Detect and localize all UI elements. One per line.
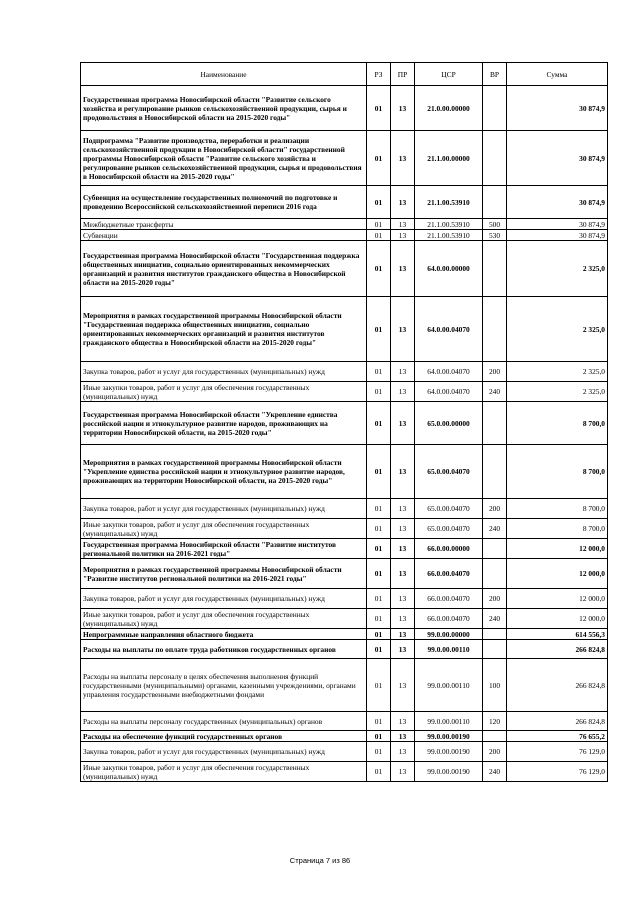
row-rz-cell: 01 bbox=[367, 519, 391, 539]
row-pr-cell: 13 bbox=[391, 230, 415, 241]
row-csr-cell: 64.0.00.04070 bbox=[415, 297, 483, 362]
header-sum: Сумма bbox=[507, 63, 608, 86]
row-name-cell: Государственная программа Новосибирской области "Государственная поддержка общественных инициатив, социально ориентированных некоммерческих организаций и развития институтов гражданского общества в Новосибирской области на 2015-2020 годы" bbox=[81, 241, 367, 297]
row-name-cell: Субвенция на осуществление государственных полномочий по подготовке и проведению Всероссийской сельскохозяйственной переписи 2016 года bbox=[81, 186, 367, 219]
row-csr-cell: 99.0.00.00190 bbox=[415, 742, 483, 762]
row-csr-cell: 21.1.00.00000 bbox=[415, 131, 483, 186]
table-row bbox=[81, 499, 608, 519]
row-pr-cell: 13 bbox=[391, 297, 415, 362]
row-pr-cell: 13 bbox=[391, 241, 415, 297]
row-rz-cell: 01 bbox=[367, 742, 391, 762]
row-rz-cell: 01 bbox=[367, 402, 391, 445]
row-sum-cell: 2 325,0 bbox=[507, 362, 608, 382]
row-rz-cell: 01 bbox=[367, 659, 391, 712]
row-rz-cell: 01 bbox=[367, 241, 391, 297]
row-name-cell: Мероприятия в рамках государственной программы Новосибирской области "Государственная поддержка общественных инициатив, социально ориентированных некоммерческих организаций и развития институтов гражданского общества в Новосибирской области на 2015-2020 годы" bbox=[81, 297, 367, 362]
row-rz-cell: 01 bbox=[367, 499, 391, 519]
row-vr-cell: 240 bbox=[483, 609, 507, 629]
row-vr-cell bbox=[483, 629, 507, 640]
row-rz-cell: 01 bbox=[367, 362, 391, 382]
row-name-cell: Государственная программа Новосибирской области "Развитие сельского хозяйства и регулирование рынков сельскохозяйственной продукции, сырья и продовольствия в Новосибирской области на 2015-2020 годы" bbox=[81, 86, 367, 131]
row-csr-cell: 21.0.00.00000 bbox=[415, 86, 483, 131]
row-name-cell: Расходы на выплаты по оплате труда работников государственных органов bbox=[81, 640, 367, 659]
row-name-cell: Непрограммные направления областного бюджета bbox=[81, 629, 367, 640]
table-row bbox=[81, 445, 608, 499]
row-sum-cell: 30 874,9 bbox=[507, 219, 608, 230]
row-vr-cell: 200 bbox=[483, 589, 507, 609]
row-name-cell: Закупка товаров, работ и услуг для государственных (муниципальных) нужд bbox=[81, 589, 367, 609]
table-row bbox=[81, 241, 608, 297]
row-csr-cell: 65.0.00.04070 bbox=[415, 445, 483, 499]
row-vr-cell: 530 bbox=[483, 230, 507, 241]
row-vr-cell: 120 bbox=[483, 712, 507, 731]
row-rz-cell: 01 bbox=[367, 230, 391, 241]
table-row bbox=[81, 742, 608, 762]
row-csr-cell: 99.0.00.00110 bbox=[415, 659, 483, 712]
row-rz-cell: 01 bbox=[367, 131, 391, 186]
row-pr-cell: 13 bbox=[391, 362, 415, 382]
row-rz-cell: 01 bbox=[367, 186, 391, 219]
row-name-cell: Государственная программа Новосибирской области "Развитие институтов региональной политики на 2016-2021 годы" bbox=[81, 539, 367, 559]
row-csr-cell: 99.0.00.00110 bbox=[415, 640, 483, 659]
row-pr-cell: 13 bbox=[391, 731, 415, 742]
row-csr-cell: 66.0.00.04070 bbox=[415, 559, 483, 589]
row-name-cell: Иные закупки товаров, работ и услуг для обеспечения государственных (муниципальных) нужд bbox=[81, 762, 367, 782]
table-row bbox=[81, 186, 608, 219]
row-csr-cell: 66.0.00.04070 bbox=[415, 609, 483, 629]
table-header-row bbox=[81, 63, 608, 86]
row-name-cell: Расходы на выплаты персоналу в целях обеспечения выполнения функций государственными (муниципальными) органами, казенными учреждениями, органами управления государственными внебюджетными фондами bbox=[81, 659, 367, 712]
row-sum-cell: 266 824,8 bbox=[507, 640, 608, 659]
row-rz-cell: 01 bbox=[367, 609, 391, 629]
row-pr-cell: 13 bbox=[391, 402, 415, 445]
row-sum-cell: 8 700,0 bbox=[507, 445, 608, 499]
row-csr-cell: 21.1.00.53910 bbox=[415, 219, 483, 230]
row-pr-cell: 13 bbox=[391, 131, 415, 186]
row-csr-cell: 66.0.00.04070 bbox=[415, 589, 483, 609]
table-row bbox=[81, 712, 608, 731]
row-rz-cell: 01 bbox=[367, 297, 391, 362]
row-pr-cell: 13 bbox=[391, 186, 415, 219]
row-csr-cell: 64.0.00.04070 bbox=[415, 382, 483, 402]
row-vr-cell bbox=[483, 86, 507, 131]
row-sum-cell: 12 000,0 bbox=[507, 559, 608, 589]
row-pr-cell: 13 bbox=[391, 762, 415, 782]
row-csr-cell: 65.0.00.00000 bbox=[415, 402, 483, 445]
table-row bbox=[81, 362, 608, 382]
row-csr-cell: 21.1.00.53910 bbox=[415, 186, 483, 219]
header-rz: РЗ bbox=[367, 63, 391, 86]
row-vr-cell: 240 bbox=[483, 762, 507, 782]
table-row bbox=[81, 640, 608, 659]
row-rz-cell: 01 bbox=[367, 731, 391, 742]
row-csr-cell: 64.0.00.04070 bbox=[415, 362, 483, 382]
row-pr-cell: 13 bbox=[391, 659, 415, 712]
header-pr: ПР bbox=[391, 63, 415, 86]
row-pr-cell: 13 bbox=[391, 559, 415, 589]
row-sum-cell: 30 874,9 bbox=[507, 86, 608, 131]
row-vr-cell bbox=[483, 539, 507, 559]
row-name-cell: Закупка товаров, работ и услуг для государственных (муниципальных) нужд bbox=[81, 362, 367, 382]
row-sum-cell: 12 000,0 bbox=[507, 539, 608, 559]
table-row bbox=[81, 762, 608, 782]
table-row bbox=[81, 609, 608, 629]
row-sum-cell: 30 874,9 bbox=[507, 186, 608, 219]
row-pr-cell: 13 bbox=[391, 742, 415, 762]
row-pr-cell: 13 bbox=[391, 589, 415, 609]
row-name-cell: Подпрограмма "Развитие производства, переработки и реализации сельскохозяйственной продукции в Новосибирской области" государственной программы Новосибирской области "Развитие сельского хозяйства и регулирование рынков сельскохозяйственной продукции, сырья и продовольствия в Новосибирской области на 2015-2020 годы" bbox=[81, 131, 367, 186]
table-row bbox=[81, 131, 608, 186]
row-vr-cell: 100 bbox=[483, 659, 507, 712]
row-rz-cell: 01 bbox=[367, 382, 391, 402]
row-sum-cell: 266 824,8 bbox=[507, 712, 608, 731]
row-sum-cell: 8 700,0 bbox=[507, 519, 608, 539]
row-csr-cell: 99.0.00.00190 bbox=[415, 762, 483, 782]
row-vr-cell: 200 bbox=[483, 499, 507, 519]
row-name-cell: Закупка товаров, работ и услуг для государственных (муниципальных) нужд bbox=[81, 742, 367, 762]
table-row bbox=[81, 219, 608, 230]
row-rz-cell: 01 bbox=[367, 539, 391, 559]
row-pr-cell: 13 bbox=[391, 539, 415, 559]
row-vr-cell bbox=[483, 640, 507, 659]
row-name-cell: Расходы на обеспечение функций государственных органов bbox=[81, 731, 367, 742]
row-csr-cell: 99.0.00.00110 bbox=[415, 712, 483, 731]
row-pr-cell: 13 bbox=[391, 219, 415, 230]
row-csr-cell: 64.0.00.00000 bbox=[415, 241, 483, 297]
row-name-cell: Мероприятия в рамках государственной программы Новосибирской области "Развитие институтов региональной политики на 2016-2021 годы" bbox=[81, 559, 367, 589]
row-vr-cell bbox=[483, 402, 507, 445]
table-row bbox=[81, 629, 608, 640]
row-rz-cell: 01 bbox=[367, 762, 391, 782]
row-name-cell: Закупка товаров, работ и услуг для государственных (муниципальных) нужд bbox=[81, 499, 367, 519]
row-name-cell: Иные закупки товаров, работ и услуг для обеспечения государственных (муниципальных) нужд bbox=[81, 519, 367, 539]
table-row bbox=[81, 230, 608, 241]
row-pr-cell: 13 bbox=[391, 445, 415, 499]
row-pr-cell: 13 bbox=[391, 519, 415, 539]
row-rz-cell: 01 bbox=[367, 559, 391, 589]
table-row bbox=[81, 731, 608, 742]
row-vr-cell: 200 bbox=[483, 362, 507, 382]
table-row bbox=[81, 559, 608, 589]
row-pr-cell: 13 bbox=[391, 712, 415, 731]
row-rz-cell: 01 bbox=[367, 445, 391, 499]
row-name-cell: Расходы на выплаты персоналу государственных (муниципальных) органов bbox=[81, 712, 367, 731]
row-rz-cell: 01 bbox=[367, 712, 391, 731]
table-row bbox=[81, 402, 608, 445]
table-row bbox=[81, 86, 608, 131]
row-pr-cell: 13 bbox=[391, 640, 415, 659]
row-sum-cell: 12 000,0 bbox=[507, 609, 608, 629]
row-sum-cell: 76 129,0 bbox=[507, 762, 608, 782]
page-number: Страница 7 из 86 bbox=[289, 856, 351, 865]
row-csr-cell: 66.0.00.00000 bbox=[415, 539, 483, 559]
row-sum-cell: 8 700,0 bbox=[507, 402, 608, 445]
row-vr-cell bbox=[483, 559, 507, 589]
row-csr-cell: 65.0.00.04070 bbox=[415, 499, 483, 519]
row-vr-cell: 240 bbox=[483, 382, 507, 402]
row-vr-cell bbox=[483, 731, 507, 742]
row-name-cell: Субвенции bbox=[81, 230, 367, 241]
row-sum-cell: 2 325,0 bbox=[507, 382, 608, 402]
row-name-cell: Межбюджетные трансферты bbox=[81, 219, 367, 230]
row-name-cell: Иные закупки товаров, работ и услуг для обеспечения государственных (муниципальных) нужд bbox=[81, 382, 367, 402]
row-sum-cell: 8 700,0 bbox=[507, 499, 608, 519]
header-csr: ЦСР bbox=[415, 63, 483, 86]
row-name-cell: Государственная программа Новосибирской области "Укрепление единства российской нации и этнокультурное развитие народов, проживающих на территории Новосибирской области, на 2015-2020 годы" bbox=[81, 402, 367, 445]
row-sum-cell: 76 655,2 bbox=[507, 731, 608, 742]
row-rz-cell: 01 bbox=[367, 589, 391, 609]
row-rz-cell: 01 bbox=[367, 86, 391, 131]
row-vr-cell: 500 bbox=[483, 219, 507, 230]
row-pr-cell: 13 bbox=[391, 499, 415, 519]
row-vr-cell bbox=[483, 131, 507, 186]
row-vr-cell: 200 bbox=[483, 742, 507, 762]
row-pr-cell: 13 bbox=[391, 86, 415, 131]
table-row bbox=[81, 297, 608, 362]
header-name: Наименование bbox=[81, 63, 367, 86]
header-vr: ВР bbox=[483, 63, 507, 86]
row-rz-cell: 01 bbox=[367, 629, 391, 640]
row-vr-cell bbox=[483, 241, 507, 297]
row-vr-cell bbox=[483, 186, 507, 219]
row-pr-cell: 13 bbox=[391, 609, 415, 629]
row-vr-cell bbox=[483, 445, 507, 499]
row-sum-cell: 12 000,0 bbox=[507, 589, 608, 609]
table-row bbox=[81, 519, 608, 539]
table-row bbox=[81, 659, 608, 712]
budget-table bbox=[80, 62, 608, 782]
row-rz-cell: 01 bbox=[367, 219, 391, 230]
row-pr-cell: 13 bbox=[391, 629, 415, 640]
row-csr-cell: 65.0.00.04070 bbox=[415, 519, 483, 539]
row-csr-cell: 21.1.00.53910 bbox=[415, 230, 483, 241]
row-pr-cell: 13 bbox=[391, 382, 415, 402]
row-csr-cell: 99.0.00.00000 bbox=[415, 629, 483, 640]
row-csr-cell: 99.0.00.00190 bbox=[415, 731, 483, 742]
row-name-cell: Мероприятия в рамках государственной программы Новосибирской области "Укрепление единства российской нации и этнокультурное развитие народов, проживающих на территории Новосибирской области, на 2015-2020 годы" bbox=[81, 445, 367, 499]
row-sum-cell: 2 325,0 bbox=[507, 297, 608, 362]
row-name-cell: Иные закупки товаров, работ и услуг для обеспечения государственных (муниципальных) нужд bbox=[81, 609, 367, 629]
table-row bbox=[81, 589, 608, 609]
row-vr-cell bbox=[483, 297, 507, 362]
row-sum-cell: 2 325,0 bbox=[507, 241, 608, 297]
row-sum-cell: 266 824,8 bbox=[507, 659, 608, 712]
row-vr-cell: 240 bbox=[483, 519, 507, 539]
row-sum-cell: 614 556,3 bbox=[507, 629, 608, 640]
table-row bbox=[81, 382, 608, 402]
row-sum-cell: 30 874,9 bbox=[507, 230, 608, 241]
row-sum-cell: 76 129,0 bbox=[507, 742, 608, 762]
table-row bbox=[81, 539, 608, 559]
row-rz-cell: 01 bbox=[367, 640, 391, 659]
row-sum-cell: 30 874,9 bbox=[507, 131, 608, 186]
